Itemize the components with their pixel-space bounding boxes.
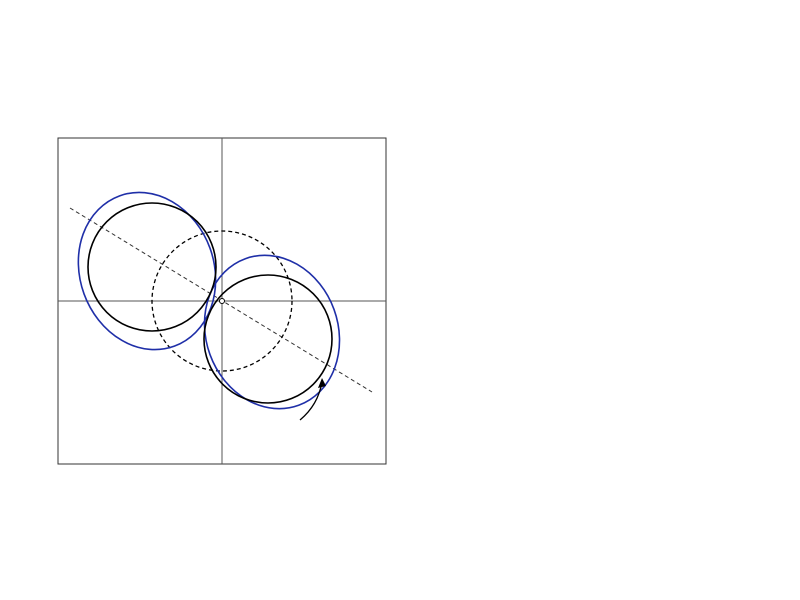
earth-center-marker [220, 299, 225, 304]
orbit-plot [0, 120, 410, 500]
